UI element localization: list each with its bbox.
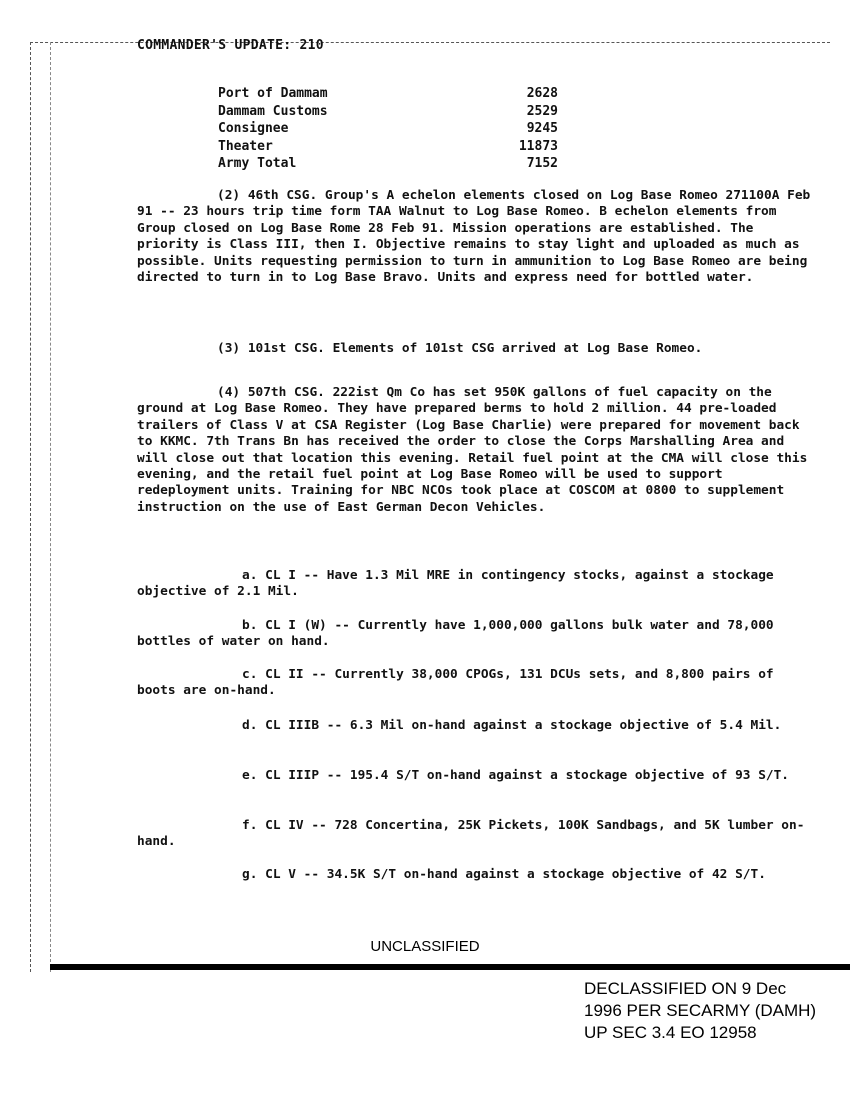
paragraph-101st-csg bbox=[137, 341, 817, 357]
declass-line: 1996 PER SECARMY (DAMH) bbox=[584, 1001, 817, 1020]
row-label: Dammam Customs bbox=[218, 103, 328, 119]
paragraph-text: d. CL IIIB -- 6.3 Mil on-hand against a stockage objective of 5.4 Mil. bbox=[242, 718, 782, 733]
supply-item-g bbox=[137, 867, 817, 883]
paragraph-text: (2) 46th CSG. Group's A echelon elements closed on Log Base Romeo 271100A Feb 91 -- 23 hours trip time form TAA Walnut to Log Base Romeo. B echelon elements from Group closed on Log Base Rome 28 Feb 91. Mission operations are established. The priority is Class III, then I. Objective remains to stay light and uploaded as much as possible. Units requesting permission to turn in ammunition to Log Base Romeo are being directed to turn in to Log Base Bravo. Units and express need for bottled water. bbox=[137, 188, 811, 286]
supply-item-d bbox=[137, 718, 817, 734]
table-row bbox=[218, 86, 558, 104]
paragraph-46th-csg bbox=[137, 188, 817, 286]
paragraph-507th-csg bbox=[137, 385, 817, 516]
paragraph-text: e. CL IIIP -- 195.4 S/T on-hand against a stockage objective of 93 S/T. bbox=[242, 768, 790, 783]
paragraph-text: (3) 101st CSG. Elements of 101st CSG arrived at Log Base Romeo. bbox=[217, 341, 703, 356]
footer-rule bbox=[50, 964, 850, 970]
row-label: Consignee bbox=[218, 121, 289, 136]
paragraph-text: g. CL V -- 34.5K S/T on-hand against a stockage objective of 42 S/T. bbox=[242, 867, 766, 882]
table-row bbox=[218, 156, 558, 174]
table-row bbox=[218, 104, 558, 122]
declass-line: DECLASSIFIED ON 9 Dec bbox=[584, 979, 787, 998]
supply-item-c bbox=[137, 667, 817, 700]
table-row bbox=[218, 139, 558, 157]
paragraph-text: a. CL I -- Have 1.3 Mil MRE in contingency stocks, against a stockage objective of 2.1 Mil. bbox=[137, 568, 774, 600]
row-value: 11873 bbox=[518, 138, 558, 154]
supply-item-a bbox=[137, 568, 817, 601]
row-label: Theater bbox=[218, 138, 273, 154]
row-value: 7152 bbox=[526, 156, 558, 171]
row-label: Army Total bbox=[218, 156, 297, 171]
table-row bbox=[218, 121, 558, 139]
paragraph-text: f. CL IV -- 728 Concertina, 25K Pickets, 100K Sandbags, and 5K lumber on-hand. bbox=[137, 818, 805, 850]
row-label: Port of Dammam bbox=[218, 86, 328, 101]
supply-item-f bbox=[137, 818, 817, 851]
document-header: COMMANDER'S UPDATE: 210 bbox=[137, 38, 324, 53]
declassification-stamp bbox=[584, 978, 816, 1044]
row-value: 9245 bbox=[526, 121, 558, 136]
count-table bbox=[218, 86, 558, 174]
row-value: 2628 bbox=[526, 86, 558, 101]
supply-item-e bbox=[137, 768, 817, 784]
scan-border-left-inner bbox=[50, 42, 51, 972]
paragraph-text: c. CL II -- Currently 38,000 CPOGs, 131 DCUs sets, and 8,800 pairs of boots are on-hand. bbox=[137, 667, 774, 699]
classification-marking: UNCLASSIFIED bbox=[370, 938, 480, 955]
scan-border-left bbox=[30, 42, 31, 972]
supply-item-b bbox=[137, 618, 817, 651]
paragraph-text: b. CL I (W) -- Currently have 1,000,000 gallons bulk water and 78,000 bottles of water on hand. bbox=[137, 618, 774, 650]
declass-line: UP SEC 3.4 EO 12958 bbox=[584, 1023, 757, 1042]
paragraph-text: (4) 507th CSG. 222ist Qm Co has set 950K gallons of fuel capacity on the ground at Log Base Romeo. They have prepared berms to hold 2 million. 44 pre-loaded trailers of Class V at CSA Register (Log Base Charlie) were prepared for movement back to KKMC. 7th Trans Bn has received the order to close the Corps Marshalling Area and will close out that location this evening. Retail fuel point at the CMA will close this evening, and the retail fuel point at Log Base Romeo will be used to support redeployment units. Training for NBC NCOs took place at COSCOM at 0800 to supplement instruction on the use of East German Decon Vehicles. bbox=[137, 385, 808, 515]
row-value: 2529 bbox=[526, 103, 558, 119]
